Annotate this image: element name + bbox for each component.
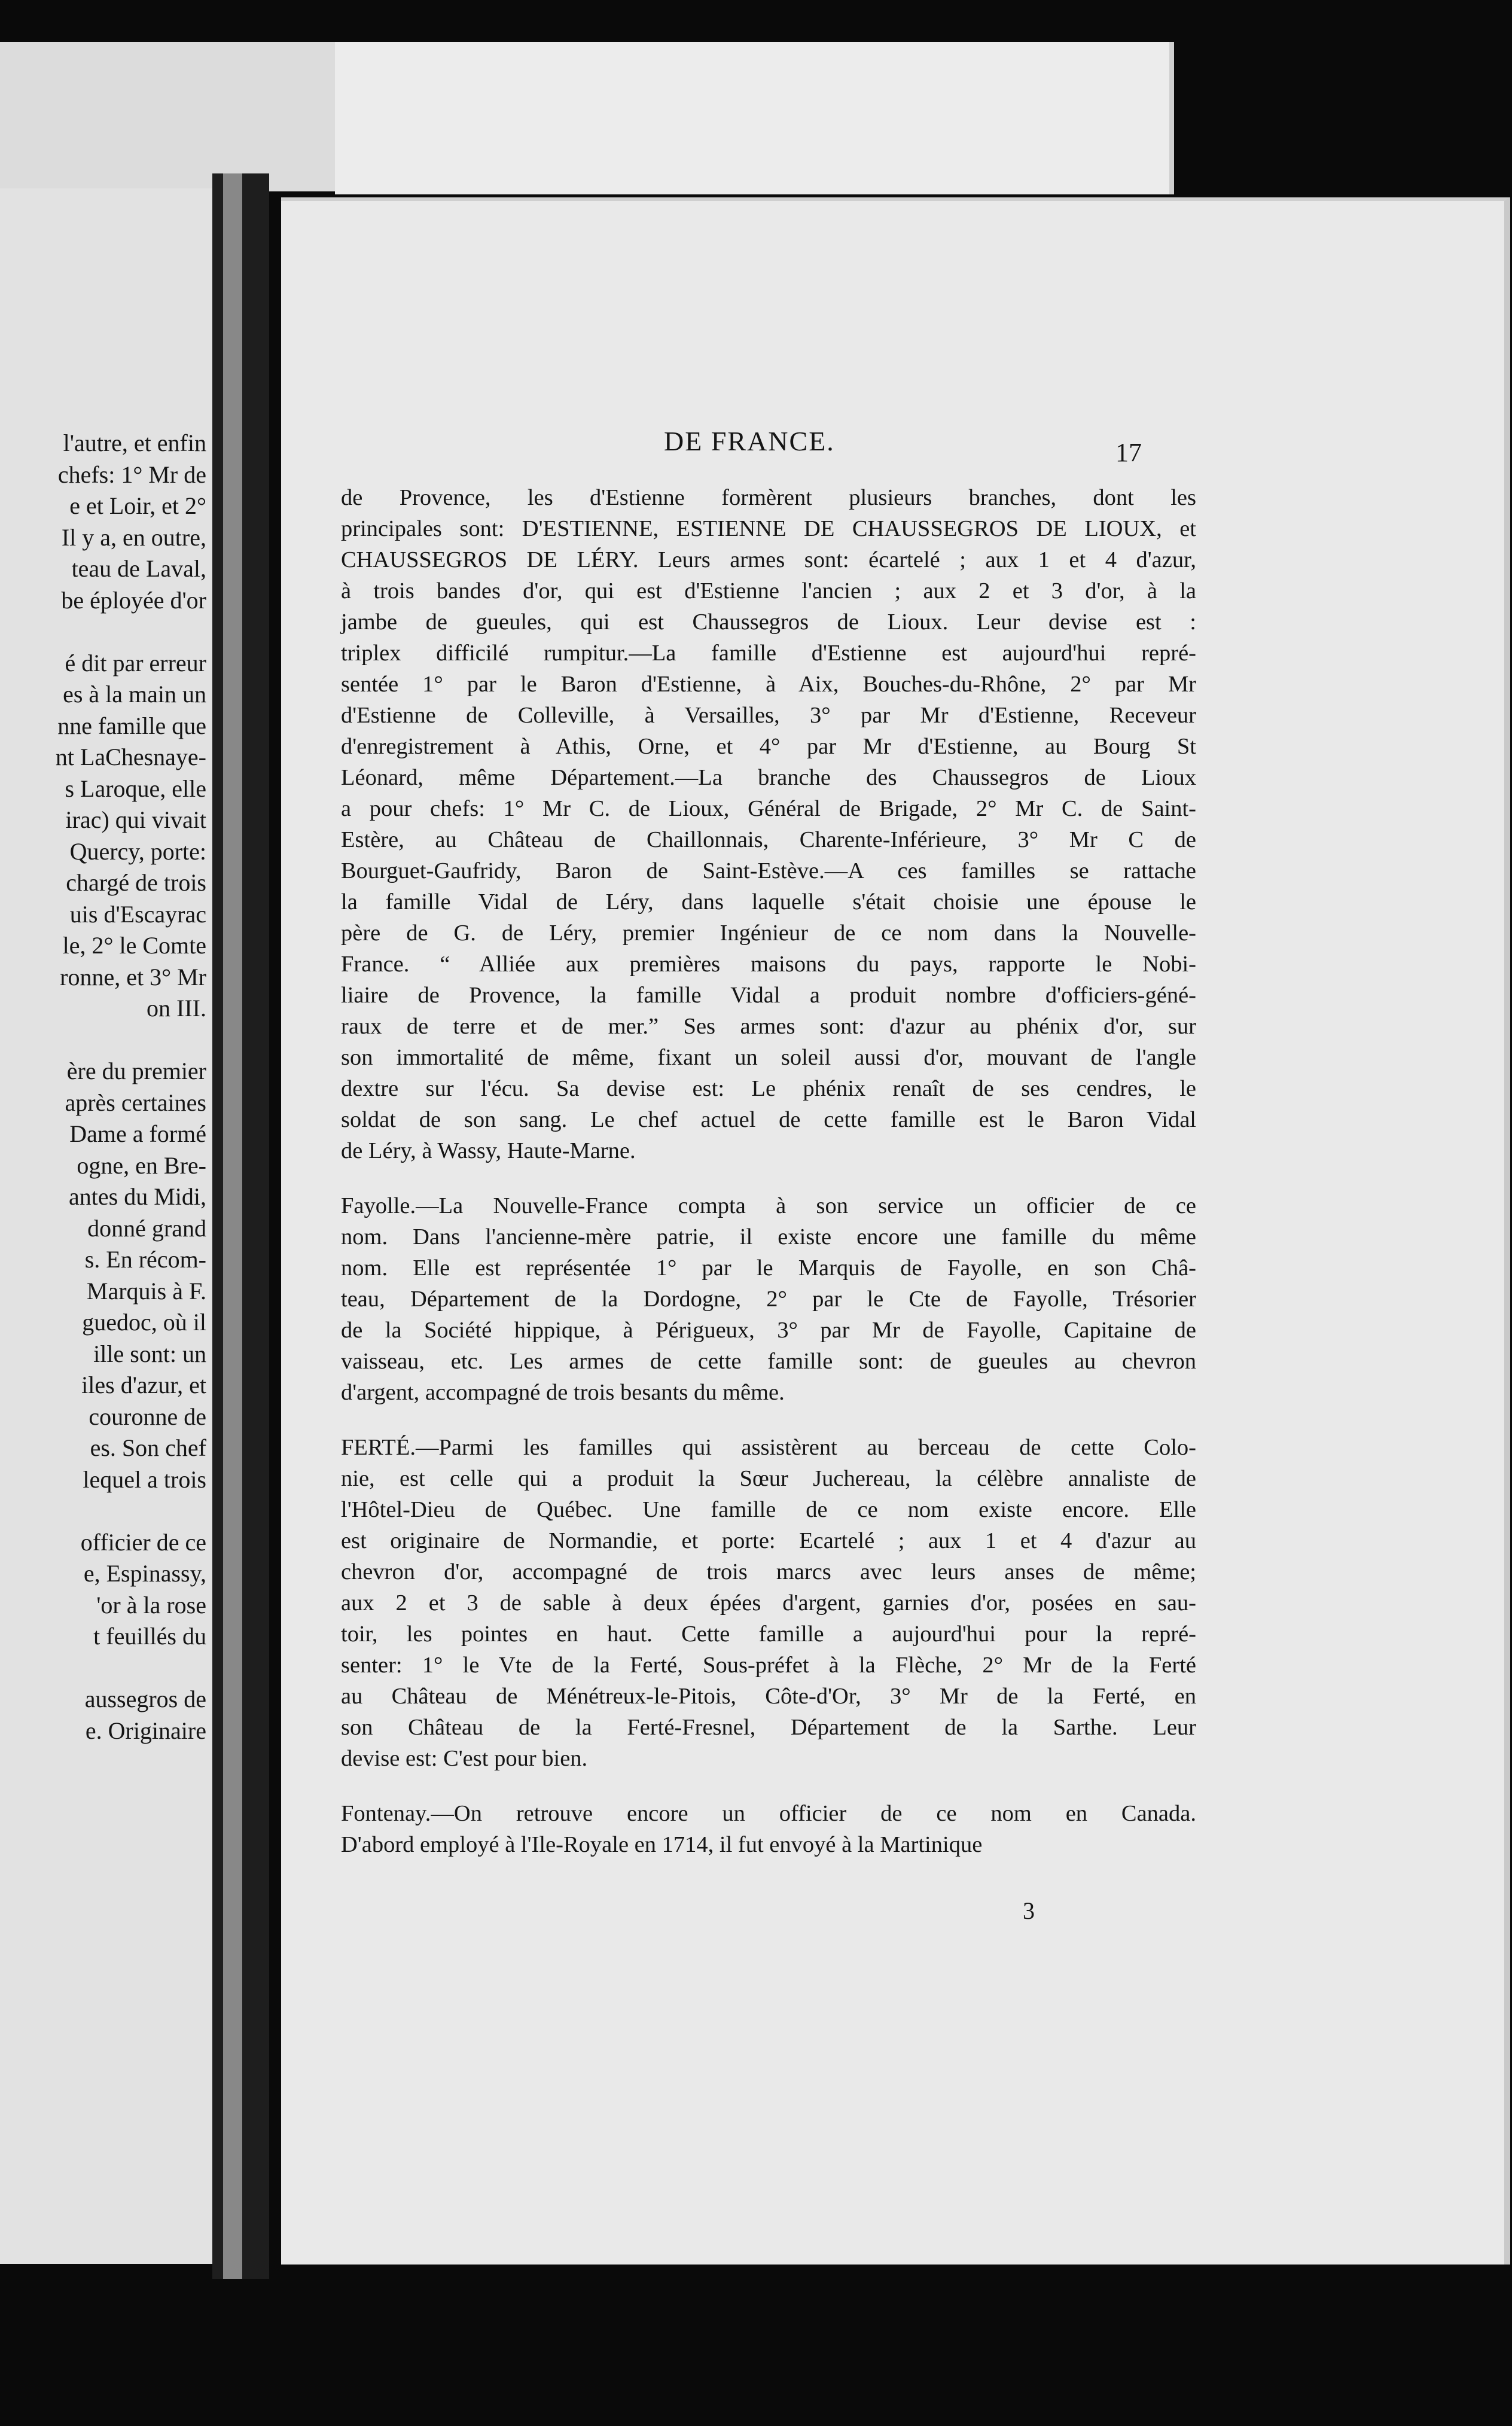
background-paper-strip <box>335 42 1174 194</box>
previous-page-line: e, Espinassy, <box>83 1560 206 1587</box>
previous-page-line: e et Loir, et 2° <box>69 492 206 519</box>
previous-page-line: ère du premier <box>66 1057 206 1084</box>
text-line: père de G. de Léry, premier Ingénieur de ce nom dans la Nouvelle- <box>341 921 1196 946</box>
previous-page-line: ronne, et 3° Mr <box>60 963 206 990</box>
previous-page-line: ogne, en Bre- <box>77 1151 206 1179</box>
previous-page-line: teau de Laval, <box>71 555 206 582</box>
text-line: Léonard, même Département.—La branche des Chaussegros de Lioux <box>341 765 1196 790</box>
previous-page-line: couronne de <box>89 1403 206 1430</box>
text-line: liaire de Provence, la famille Vidal a produit nombre d'officiers-géné- <box>341 983 1196 1008</box>
text-line: FERTÉ.—Parmi les familles qui assistèrent au berceau de cette Colo- <box>341 1435 1196 1460</box>
previous-page-line: nne famille que <box>57 712 206 739</box>
previous-page-line: t feuillés du <box>93 1623 206 1650</box>
text-line: CHAUSSEGROS DE LÉRY. Leurs armes sont: écartelé ; aux 1 et 4 d'azur, <box>341 547 1196 572</box>
previous-page-line: antes du Midi, <box>69 1183 206 1210</box>
previous-page-line: on III. <box>147 995 206 1022</box>
text-line: d'argent, accompagné de trois besants du même. <box>341 1380 785 1405</box>
text-line: jambe de gueules, qui est Chaussegros de Lioux. Leur devise est : <box>341 609 1196 635</box>
text-line: nom. Elle est représentée 1° par le Marquis de Fayolle, en son Châ- <box>341 1255 1196 1281</box>
paragraph <box>341 1798 1196 1860</box>
previous-page-line: donné grand <box>87 1214 206 1242</box>
previous-page-line: irac) qui vivait <box>65 806 206 833</box>
previous-page-line: officier de ce <box>80 1528 206 1556</box>
text-line: Fayolle.—La Nouvelle-France compta à son service un officier de ce <box>341 1193 1196 1218</box>
previous-page-line: s. En récom- <box>84 1246 206 1273</box>
previous-page-line: l'autre, et enfin <box>63 429 206 456</box>
previous-page-line: ille sont: un <box>93 1340 206 1367</box>
text-line: Estère, au Château de Chaillonnais, Charente-Inférieure, 3° Mr C de <box>341 827 1196 852</box>
previous-page-line: es à la main un <box>63 681 206 708</box>
paragraph <box>341 482 1196 1166</box>
previous-page-line: aussegros de <box>84 1686 206 1712</box>
signature-mark: 3 <box>1023 1897 1035 1924</box>
text-line: au Château de Ménétreux-le-Pitois, Côte-d'Or, 3° Mr de la Ferté, en <box>341 1684 1196 1709</box>
text-line: vaisseau, etc. Les armes de cette famille sont: de gueules au chevron <box>341 1349 1196 1374</box>
text-line: de Provence, les d'Estienne formèrent plusieurs branches, dont les <box>341 485 1196 510</box>
text-line: de Léry, à Wassy, Haute-Marne. <box>341 1138 636 1163</box>
left-page-top-edge <box>0 42 335 191</box>
paragraph-gap <box>341 1166 1196 1190</box>
text-line: a pour chefs: 1° Mr C. de Lioux, Général de Brigade, 2° Mr C. de Saint- <box>341 796 1196 821</box>
text-line: nie, est celle qui a produit la Sœur Juchereau, la célèbre annaliste de <box>341 1466 1196 1491</box>
previous-page-line: après certaines <box>65 1089 206 1116</box>
previous-page-line: 'or à la rose <box>96 1591 206 1619</box>
main-page <box>281 197 1510 2265</box>
text-line: devise est: C'est pour bien. <box>341 1746 588 1771</box>
book-gutter <box>212 173 269 2279</box>
previous-page-line: es. Son chef <box>90 1434 206 1461</box>
previous-page-line: chargé de trois <box>66 869 206 896</box>
body-text <box>341 482 1196 1860</box>
previous-page-line: guedoc, où il <box>82 1309 206 1336</box>
previous-page-line: é dit par erreur <box>65 649 206 676</box>
paragraph <box>341 1432 1196 1774</box>
text-line: est originaire de Normandie, et porte: Ecartelé ; aux 1 et 4 d'azur au <box>341 1528 1196 1553</box>
previous-page-line: uis d'Escayrac <box>69 900 206 928</box>
previous-page-line: Dame a formé <box>69 1120 206 1147</box>
text-line: aux 2 et 3 de sable à deux épées d'argent, garnies d'or, posées en sau- <box>341 1590 1196 1616</box>
previous-page <box>0 188 216 2264</box>
previous-page-line: le, 2° le Comte <box>62 932 206 959</box>
text-line: raux de terre et de mer.” Ses armes sont: d'azur au phénix d'or, sur <box>341 1014 1196 1039</box>
text-line: l'Hôtel-Dieu de Québec. Une famille de ce nom existe encore. Elle <box>341 1497 1196 1522</box>
text-line: D'abord employé à l'Ile-Royale en 1714, il fut envoyé à la Martinique <box>341 1832 983 1857</box>
page-number: 17 <box>1115 438 1142 467</box>
text-line: France. “ Alliée aux premières maisons du pays, rapporte le Nobi- <box>341 952 1196 977</box>
text-line: toir, les pointes en haut. Cette famille a aujourd'hui pour la repré- <box>341 1622 1196 1647</box>
previous-page-line: Quercy, porte: <box>69 837 206 865</box>
previous-page-line: iles d'azur, et <box>81 1372 206 1398</box>
text-line: Bourguet-Gaufridy, Baron de Saint-Estève.—A ces familles se rattache <box>341 858 1196 883</box>
text-line: senter: 1° le Vte de la Ferté, Sous-préfet à la Flèche, 2° Mr de la Ferté <box>341 1653 1196 1678</box>
text-line: sentée 1° par le Baron d'Estienne, à Aix, Bouches-du-Rhône, 2° par Mr <box>341 672 1196 697</box>
text-line: principales sont: D'ESTIENNE, ESTIENNE DE CHAUSSEGROS DE LIOUX, et <box>341 516 1196 541</box>
previous-page-line: s Laroque, elle <box>65 775 206 802</box>
text-line: dextre sur l'écu. Sa devise est: Le phénix renaît de ses cendres, le <box>341 1076 1196 1101</box>
text-line: teau, Département de la Dordogne, 2° par le Cte de Fayolle, Trésorier <box>341 1287 1196 1312</box>
text-line: de la Société hippique, à Périgueux, 3° par Mr de Fayolle, Capitaine de <box>341 1318 1196 1343</box>
text-line: triplex difficilé rumpitur.—La famille d'Estienne est aujourd'hui repré- <box>341 641 1196 666</box>
text-line: soldat de son sang. Le chef actuel de cette famille est le Baron Vidal <box>341 1107 1196 1132</box>
previous-page-line: Marquis à F. <box>86 1277 206 1305</box>
text-line: d'Estienne de Colleville, à Versailles, 3° par Mr d'Estienne, Receveur <box>341 703 1196 728</box>
text-line: la famille Vidal de Léry, dans laquelle s'était choisie une épouse le <box>341 889 1196 915</box>
previous-page-line: be éployée d'or <box>61 586 206 614</box>
text-line: à trois bandes d'or, qui est d'Estienne l'ancien ; aux 2 et 3 d'or, à la <box>341 578 1196 604</box>
gutter-stripe <box>223 173 242 2279</box>
text-line: son immortalité de même, fixant un soleil aussi d'or, mouvant de l'angle <box>341 1045 1196 1070</box>
previous-page-line: e. Originaire <box>85 1717 206 1744</box>
text-line: d'enregistrement à Athis, Orne, et 4° par Mr d'Estienne, au Bourg St <box>341 734 1196 759</box>
text-line: nom. Dans l'ancienne-mère patrie, il existe encore une famille du même <box>341 1224 1196 1249</box>
paragraph-gap <box>341 1408 1196 1432</box>
previous-page-line: lequel a trois <box>83 1465 206 1493</box>
text-line: Fontenay.—On retrouve encore un officier de ce nom en Canada. <box>341 1801 1196 1826</box>
running-header: DE FRANCE. <box>664 426 835 456</box>
text-line: chevron d'or, accompagné de trois marcs avec leurs anses de même; <box>341 1559 1196 1584</box>
previous-page-line: chefs: 1° Mr de <box>57 461 206 488</box>
previous-page-line: nt LaChesnaye- <box>55 743 206 770</box>
paragraph <box>341 1190 1196 1408</box>
paragraph-gap <box>341 1774 1196 1798</box>
text-line: son Château de la Ferté-Fresnel, Département de la Sarthe. Leur <box>341 1715 1196 1740</box>
previous-page-line: Il y a, en outre, <box>61 523 206 551</box>
